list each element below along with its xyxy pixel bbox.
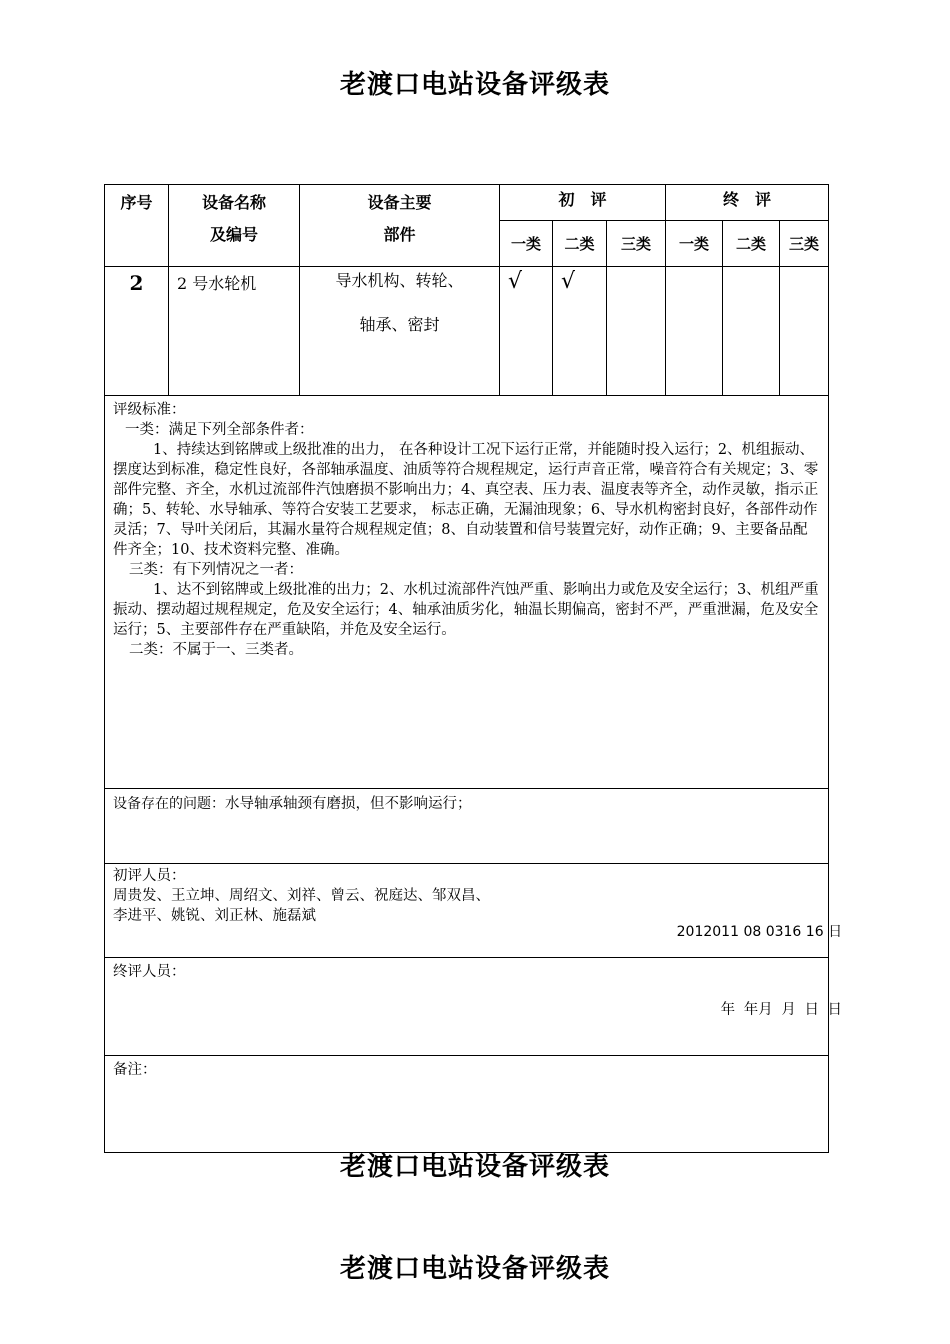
remarks bbox=[105, 1056, 829, 1153]
standards-heading: 评级标准： bbox=[113, 402, 186, 418]
header-initial-class1: 一类 bbox=[500, 221, 553, 267]
initial-class2-check: √ bbox=[553, 267, 607, 396]
header-final-eval: 终 评 bbox=[666, 185, 829, 221]
initial-reviewers-line2: 李进平、姚锐、刘正林、施磊斌 bbox=[113, 908, 316, 924]
header-seq: 序号 bbox=[105, 185, 169, 267]
header-initial-eval: 初 评 bbox=[500, 185, 666, 221]
initial-class1-check: √ bbox=[500, 267, 553, 396]
page-title-repeat-1: 老渡口电站设备评级表 bbox=[339, 1152, 610, 1182]
issues-text: 水导轴承轴颈有磨损，但不影响运行； bbox=[225, 796, 472, 812]
final-reviewers bbox=[105, 958, 843, 1056]
header-final-class3: 三类 bbox=[780, 221, 829, 267]
item-parts: 导水机构、转轮、 轴承、密封 bbox=[300, 267, 500, 396]
final-class1-check bbox=[666, 267, 723, 396]
initial-reviewers-line1: 周贵发、王立坤、周绍文、刘祥、曾云、祝庭达、邹双昌、 bbox=[113, 888, 490, 904]
class1-criteria: 1、持续达到铭牌或上级批准的出力， 在各种设计工况下运行正常，并能随时投入运行；2、机组振动、摆度达到标准，稳定性良好，各部轴承温度、油质等符合规程规定，运行声音正常，噪音符合有关规定；3、零部件完整、齐全，水机过流部件汽蚀磨损不影响出力；4、真空表、压力表、温度表等齐全，动作灵敏，指示正确；5、转轮、水导轴承、等符合安装工艺要求， 标志正确，无漏油现象；6、导水机构密封良好，各部件动作灵活；7、导叶关闭后，其漏水量符合规程规定值；8、自动装置和信号装置完好，动作正确；9、主要备品配件齐全；10、技术资料完整、准确。 bbox=[113, 442, 819, 558]
remarks-label: 备注： bbox=[113, 1062, 157, 1078]
header-final-class2: 二类 bbox=[723, 221, 780, 267]
final-class2-check bbox=[723, 267, 780, 396]
grading-standards bbox=[105, 396, 829, 789]
header-equipment-name: 设备名称 及编号 bbox=[169, 185, 300, 267]
class3-criteria: 1、达不到铭牌或上级批准的出力；2、水机过流部件汽蚀严重、影响出力或危及安全运行；3、机组严重振动、摆动超过规程规定，危及安全运行；4、轴承油质劣化，轴温长期偏高，密封不严，严重泄漏，危及安全运行；5、主要部件存在严重缺陷，并危及安全运行。 bbox=[113, 582, 819, 638]
initial-class3-check bbox=[607, 267, 666, 396]
equipment-grading-table bbox=[104, 184, 843, 1153]
final-review-date: 年 年月 月 日 日 bbox=[720, 1002, 843, 1018]
page-title: 老渡口电站设备评级表 bbox=[339, 70, 610, 100]
equipment-issues bbox=[105, 789, 829, 864]
header-main-parts: 设备主要 部件 bbox=[300, 185, 500, 267]
final-reviewers-label: 终评人员： bbox=[113, 964, 186, 980]
item-equipment: 2 号水轮机 bbox=[169, 267, 300, 396]
issues-label: 设备存在的问题： bbox=[113, 796, 225, 812]
page-title-repeat-2: 老渡口电站设备评级表 bbox=[339, 1254, 610, 1284]
class2-criteria: 二类：不属于一、三类者。 bbox=[129, 642, 303, 658]
initial-reviewers bbox=[105, 864, 843, 958]
class1-heading: 一类：满足下列全部条件者： bbox=[125, 422, 314, 438]
header-initial-class2: 二类 bbox=[553, 221, 607, 267]
header-initial-class3: 三类 bbox=[607, 221, 666, 267]
initial-review-date: 2012011 08 0316 16 日 bbox=[676, 924, 843, 940]
final-class3-check bbox=[780, 267, 829, 396]
item-seq: 2 bbox=[105, 267, 169, 396]
header-final-class1: 一类 bbox=[666, 221, 723, 267]
class3-heading: 三类：有下列情况之一者： bbox=[129, 562, 303, 578]
initial-reviewers-label: 初评人员： bbox=[113, 868, 186, 884]
